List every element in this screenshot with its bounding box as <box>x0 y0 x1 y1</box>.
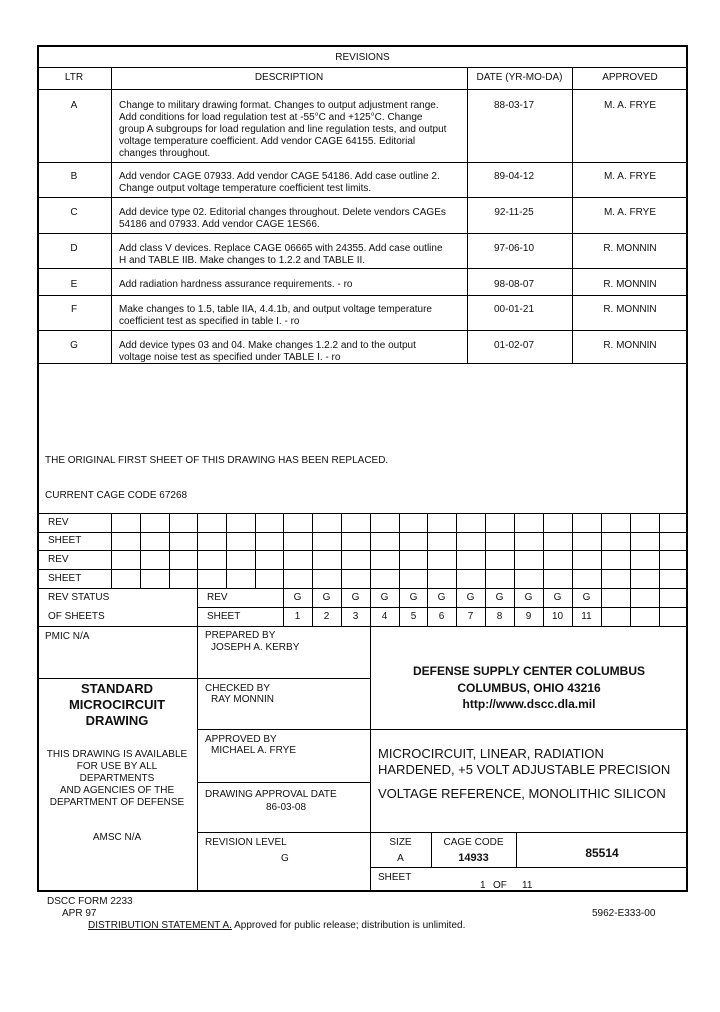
revision-description: Add class V devices. Replace CAGE 06665 with 24355. Add case outline H and TABLE IIB. Make changes to 1.2.2 and TABLE II. <box>119 243 443 266</box>
current-cage-note: CURRENT CAGE CODE 67268 <box>45 490 188 501</box>
revision-approved: R. MONNIN <box>603 340 657 351</box>
availability-line: FOR USE BY ALL <box>76 761 158 772</box>
microcircuit-title: MICROCIRCUIT <box>68 697 166 712</box>
drawing-title-line: HARDENED, +5 VOLT ADJUSTABLE PRECISION <box>378 762 671 777</box>
rev-cell: G <box>437 592 446 603</box>
pmic-label: PMIC N/A <box>45 631 90 642</box>
revision-date: 98-08-07 <box>493 279 535 290</box>
revision-ltr: G <box>70 340 78 351</box>
rev-row-label: REV <box>207 592 228 603</box>
revision-ltr: C <box>70 207 78 218</box>
revision-level: G <box>281 853 289 864</box>
approval-date-label: DRAWING APPROVAL DATE <box>205 789 337 800</box>
agency-url[interactable]: http://www.dscc.dla.mil <box>462 697 596 711</box>
sheet-cell: 5 <box>410 611 417 622</box>
revision-date: 92-11-25 <box>494 207 534 218</box>
revision-ltr: F <box>70 304 78 315</box>
header-approved: APPROVED <box>602 72 658 83</box>
drawing-title-line: MICROCIRCUIT, LINEAR, RADIATION <box>378 746 604 761</box>
revision-approved: R. MONNIN <box>603 304 657 315</box>
revision-approved: M. A. FRYE <box>603 100 657 111</box>
cage-code-label: CAGE CODE <box>443 837 504 848</box>
drawing-title: DRAWING <box>85 713 149 728</box>
rev-cell: G <box>524 592 533 603</box>
sheet-cell: 2 <box>323 611 330 622</box>
standard-title: STANDARD <box>81 681 153 696</box>
revision-description: Add device types 03 and 04. Make changes 1.2.2 and to the output voltage noise test as specified under TABLE I. - ro <box>119 340 416 363</box>
distribution-text: Approved for public release; distribution is unlimited. <box>231 920 466 931</box>
rev-cell: G <box>322 592 331 603</box>
sheet-label: SHEET <box>378 872 412 883</box>
revision-level-label: REVISION LEVEL <box>205 837 287 848</box>
header-date: DATE (YR-MO-DA) <box>476 72 563 83</box>
sheet-cell: 1 <box>294 611 301 622</box>
header-ltr: LTR <box>64 72 84 83</box>
header-description: DESCRIPTION <box>254 72 324 83</box>
prepared-by-label: PREPARED BY <box>205 630 276 641</box>
rev-cell: G <box>380 592 389 603</box>
revision-date: 97-06-10 <box>493 243 535 254</box>
rev-cell: G <box>293 592 302 603</box>
approved-by-label: APPROVED BY <box>205 734 277 745</box>
agency-city: COLUMBUS, OHIO 43216 <box>457 681 601 695</box>
document-number: 5962-E333-00 <box>592 908 656 919</box>
revision-date: 89-04-12 <box>493 171 535 182</box>
agency-name: DEFENSE SUPPLY CENTER COLUMBUS <box>412 664 646 678</box>
availability-line: DEPARTMENTS <box>79 773 155 784</box>
drawing-title-line: VOLTAGE REFERENCE, MONOLITHIC SILICON <box>378 786 666 801</box>
revision-ltr: E <box>70 279 78 290</box>
sheet-cell: 11 <box>581 611 592 622</box>
checked-by-name: RAY MONNIN <box>211 694 274 705</box>
revision-date: 01-02-07 <box>493 340 535 351</box>
rev-status-label: REV STATUS <box>48 592 110 603</box>
size-value: A <box>397 853 404 864</box>
revision-description: Change to military drawing format. Changes to output adjustment range. Add conditions for load regulation test at -55°C and +125°C. Change group A subgroups for load regulation and line regulation tests, and output voltage temperature coefficient. Add vendor CAGE 64155. Editorial changes throughout. <box>119 100 447 159</box>
form-number: DSCC FORM 2233 <box>47 896 133 907</box>
sheet-label: SHEET <box>48 535 82 546</box>
revision-date: 00-01-21 <box>493 304 535 315</box>
replaced-note: THE ORIGINAL FIRST SHEET OF THIS DRAWING HAS BEEN REPLACED. <box>45 455 389 466</box>
rev-cell: G <box>495 592 504 603</box>
rev-cell: G <box>409 592 418 603</box>
revision-ltr: B <box>70 171 78 182</box>
distribution-statement <box>88 920 465 932</box>
sheet-cell: 9 <box>525 611 532 622</box>
cage-code-value: 14933 <box>458 852 489 864</box>
revision-description: Add radiation hardness assurance requirements. - ro <box>119 279 353 290</box>
form-date: APR 97 <box>62 908 97 919</box>
revision-date: 88-03-17 <box>493 100 535 111</box>
sheet-cell: 10 <box>551 611 564 622</box>
sheet-cell: 6 <box>438 611 445 622</box>
drawing-number: 85514 <box>585 846 619 860</box>
revision-approved: R. MONNIN <box>603 279 657 290</box>
revision-description: Make changes to 1.5, table IIA, 4.4.1b, and output voltage temperature coefficient test as specified in table I. - ro <box>119 304 432 327</box>
availability-line: AND AGENCIES OF THE <box>59 785 175 796</box>
distribution-label: DISTRIBUTION STATEMENT A. <box>88 920 232 931</box>
approval-date: 86-03-08 <box>266 802 307 813</box>
revision-ltr: A <box>70 100 78 111</box>
revision-approved: M. A. FRYE <box>603 171 657 182</box>
rev-label: REV <box>48 554 69 565</box>
sheet-number: 1 <box>480 880 486 891</box>
revisions-title: REVISIONS <box>335 52 390 63</box>
rev-cell: G <box>582 592 591 603</box>
sheet-total: 11 <box>522 880 533 891</box>
rev-label: REV <box>48 517 69 528</box>
rev-cell: G <box>466 592 475 603</box>
size-label: SIZE <box>389 837 412 848</box>
sheet-cell: 8 <box>496 611 503 622</box>
approved-by-name: MICHAEL A. FRYE <box>211 745 297 756</box>
sheet-cell: 7 <box>467 611 474 622</box>
sheet-cell: 4 <box>381 611 388 622</box>
sheet-label: SHEET <box>48 573 82 584</box>
revision-description: Add vendor CAGE 07933. Add vendor CAGE 54186. Add case outline 2. Change output voltage temperature coefficient test limits. <box>119 171 440 194</box>
sheet-row-label: SHEET <box>207 611 241 622</box>
checked-by-label: CHECKED BY <box>205 683 271 694</box>
sheet-of: OF <box>493 880 507 891</box>
revision-approved: M. A. FRYE <box>603 207 657 218</box>
availability-line: THIS DRAWING IS AVAILABLE <box>46 749 188 760</box>
availability-line: DEPARTMENT OF DEFENSE <box>49 797 185 808</box>
revision-description: Add device type 02. Editorial changes throughout. Delete vendors CAGEs 54186 and 07933. Add vendor CAGE 1ES66. <box>119 207 446 230</box>
revision-approved: R. MONNIN <box>603 243 657 254</box>
revision-ltr: D <box>70 243 78 254</box>
of-sheets-label: OF SHEETS <box>48 611 105 622</box>
sheet-cell: 3 <box>352 611 359 622</box>
prepared-by-name: JOSEPH A. KERBY <box>211 642 300 653</box>
rev-cell: G <box>351 592 360 603</box>
rev-cell: G <box>553 592 562 603</box>
amsc-label: AMSC N/A <box>92 832 142 843</box>
